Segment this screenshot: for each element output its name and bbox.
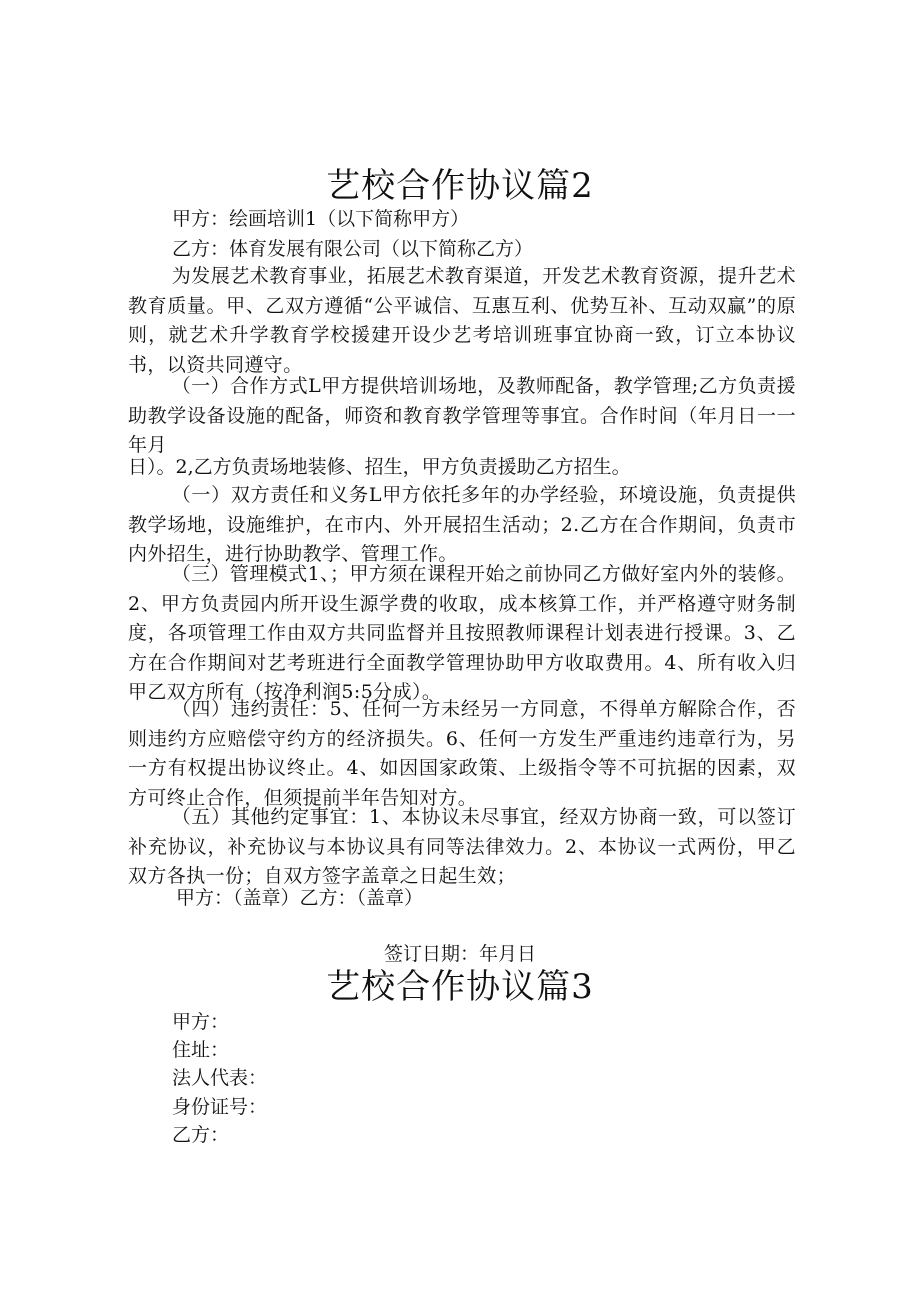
seal-line: 甲方：（盖章）乙方：（盖章） <box>176 887 424 909</box>
clause-cooperation-mode-cont: 日）。2,乙方负责场地装修、招生，甲方负责援助乙方招生。 <box>128 456 631 478</box>
section2-title: 艺校合作协议篇2 <box>326 166 594 206</box>
section3-title: 艺校合作协议篇3 <box>326 967 594 1007</box>
clause-cooperation-mode: （一）合作方式L甲方提供培训场地，及教师配备，教学管理;乙方负责援助教学设备设施的配备，师资和教育教学管理等事宜。合作时间（年月日一一年月 <box>128 375 796 456</box>
field-party-a: 甲方： <box>172 1011 230 1033</box>
field-id-number: 身份证号： <box>172 1096 268 1118</box>
field-address: 住址： <box>172 1039 230 1061</box>
clause-other: （五）其他约定事宜：1、本协议未尽事宜，经双方协商一致，可以签订补充协议，补充协议与本协议具有同等法律效力。2、本协议一式两份，甲乙双方各执一份；自双方签字盖章之日起生效； <box>128 806 796 887</box>
clause-responsibilities: （一）双方责任和义务L甲方依托多年的办学经验，环境设施，负责提供教学场地，设施维护，在市内、外开展招生活动；2.乙方在合作期间，负责市内外招生，进行协助教学、管理工作。 <box>128 484 796 565</box>
intro-paragraph: 为发展艺术教育事业，拓展艺术教育渠道，开发艺术教育资源，提升艺术教育质量。甲、乙双方遵循“公平诚信、互惠互利、优势互补、互动双赢”的原则，就艺术升学教育学校援建开设少艺考培训班事宜协商一致，订立本协议书，以资共同遵守。 <box>128 265 796 376</box>
clause-management: （三）管理模式1、；甲方须在课程开始之前协同乙方做好室内外的装修。2、甲方负责园内所开设生源学费的收取，成本核算工作，并严格遵守财务制度，各项管理工作由双方共同监督并且按照教师课程计划表进行授课。3、乙方在合作期间对艺考班进行全面教学管理协助甲方收取费用。4、所有收入归甲乙双方所有（按净利润5:5分成）。 <box>128 563 796 703</box>
field-party-b: 乙方： <box>172 1124 230 1146</box>
party-a-line: 甲方：绘画培训1（以下简称甲方） <box>172 208 470 230</box>
sign-date: 签订日期：年月日 <box>383 943 536 965</box>
party-b-line: 乙方：体育发展有限公司（以下简称乙方） <box>172 238 534 260</box>
clause-breach: （四）违约责任：5、任何一方未经另一方同意，不得单方解除合作，否则违约方应赔偿守约方的经济损失。6、任何一方发生严重违约违章行为，另一方有权提出协议终止。4、如因国家政策、上级指令等不可抗据的因素，双方可终止合作，但须提前半年告知对方。 <box>128 698 796 809</box>
field-legal-rep: 法人代表： <box>172 1067 268 1089</box>
